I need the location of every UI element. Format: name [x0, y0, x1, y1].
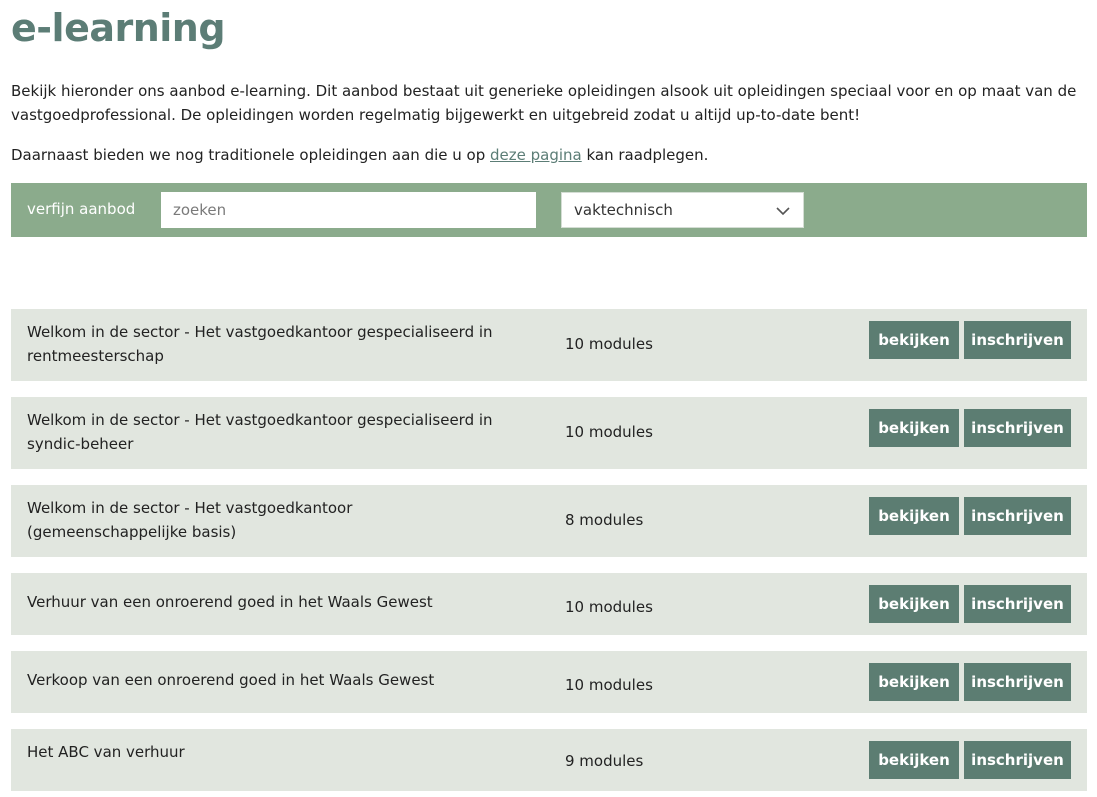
course-title: Welkom in de sector - Het vastgoedkantoor (gemeenschappelijke basis) [27, 499, 353, 541]
course-row [11, 397, 1087, 469]
course-module-count: 8 modules [565, 511, 644, 529]
course-row [11, 651, 1087, 713]
course-module-count: 10 modules [565, 598, 653, 616]
page-title: e-learning [11, 6, 226, 50]
course-module-count: 9 modules [565, 752, 644, 770]
enroll-button[interactable]: inschrijven [964, 663, 1071, 701]
enroll-button[interactable]: inschrijven [964, 321, 1071, 359]
note-text-after: kan raadplegen. [581, 146, 709, 164]
course-module-count: 10 modules [565, 335, 653, 353]
search-input[interactable] [161, 192, 536, 228]
course-title: Welkom in de sector - Het vastgoedkantoor gespecialiseerd in syndic-beheer [27, 411, 493, 453]
chevron-down-icon [775, 203, 791, 219]
intro-text: Bekijk hieronder ons aanbod e-learning. Dit aanbod bestaat uit generieke opleidingen alsook uit opleidingen speciaal voor en op maat van de vastgoedprofessional. De opleidingen worden regelmatig bijgewerkt en uitgebreid zodat u altijd up-to-date bent! [11, 82, 1077, 124]
course-row [11, 309, 1087, 381]
course-module-count: 10 modules [565, 676, 653, 694]
deze-pagina-link[interactable]: deze pagina [490, 146, 582, 164]
view-button[interactable]: bekijken [869, 409, 959, 447]
course-title: Welkom in de sector - Het vastgoedkantoor gespecialiseerd in rentmeesterschap [27, 323, 493, 365]
filter-bar [11, 183, 1087, 237]
category-select[interactable] [561, 192, 804, 228]
view-button[interactable]: bekijken [869, 497, 959, 535]
course-row [11, 485, 1087, 557]
view-button[interactable]: bekijken [869, 663, 959, 701]
enroll-button[interactable]: inschrijven [964, 409, 1071, 447]
category-select-value: vaktechnisch [574, 201, 673, 219]
course-title: Verkoop van een onroerend goed in het Waals Gewest [27, 671, 435, 689]
course-list [11, 309, 1087, 797]
course-module-count: 10 modules [565, 423, 653, 441]
course-row [11, 573, 1087, 635]
note-text [11, 143, 708, 167]
view-button[interactable]: bekijken [869, 741, 959, 779]
enroll-button[interactable]: inschrijven [964, 497, 1071, 535]
view-button[interactable]: bekijken [869, 321, 959, 359]
enroll-button[interactable]: inschrijven [964, 585, 1071, 623]
course-title: Het ABC van verhuur [27, 743, 185, 761]
view-button[interactable]: bekijken [869, 585, 959, 623]
filter-label: verfijn aanbod [27, 200, 136, 218]
course-row [11, 729, 1087, 791]
note-text-before: Daarnaast bieden we nog traditionele opleidingen aan die u op [11, 146, 490, 164]
course-title: Verhuur van een onroerend goed in het Waals Gewest [27, 593, 433, 611]
enroll-button[interactable]: inschrijven [964, 741, 1071, 779]
